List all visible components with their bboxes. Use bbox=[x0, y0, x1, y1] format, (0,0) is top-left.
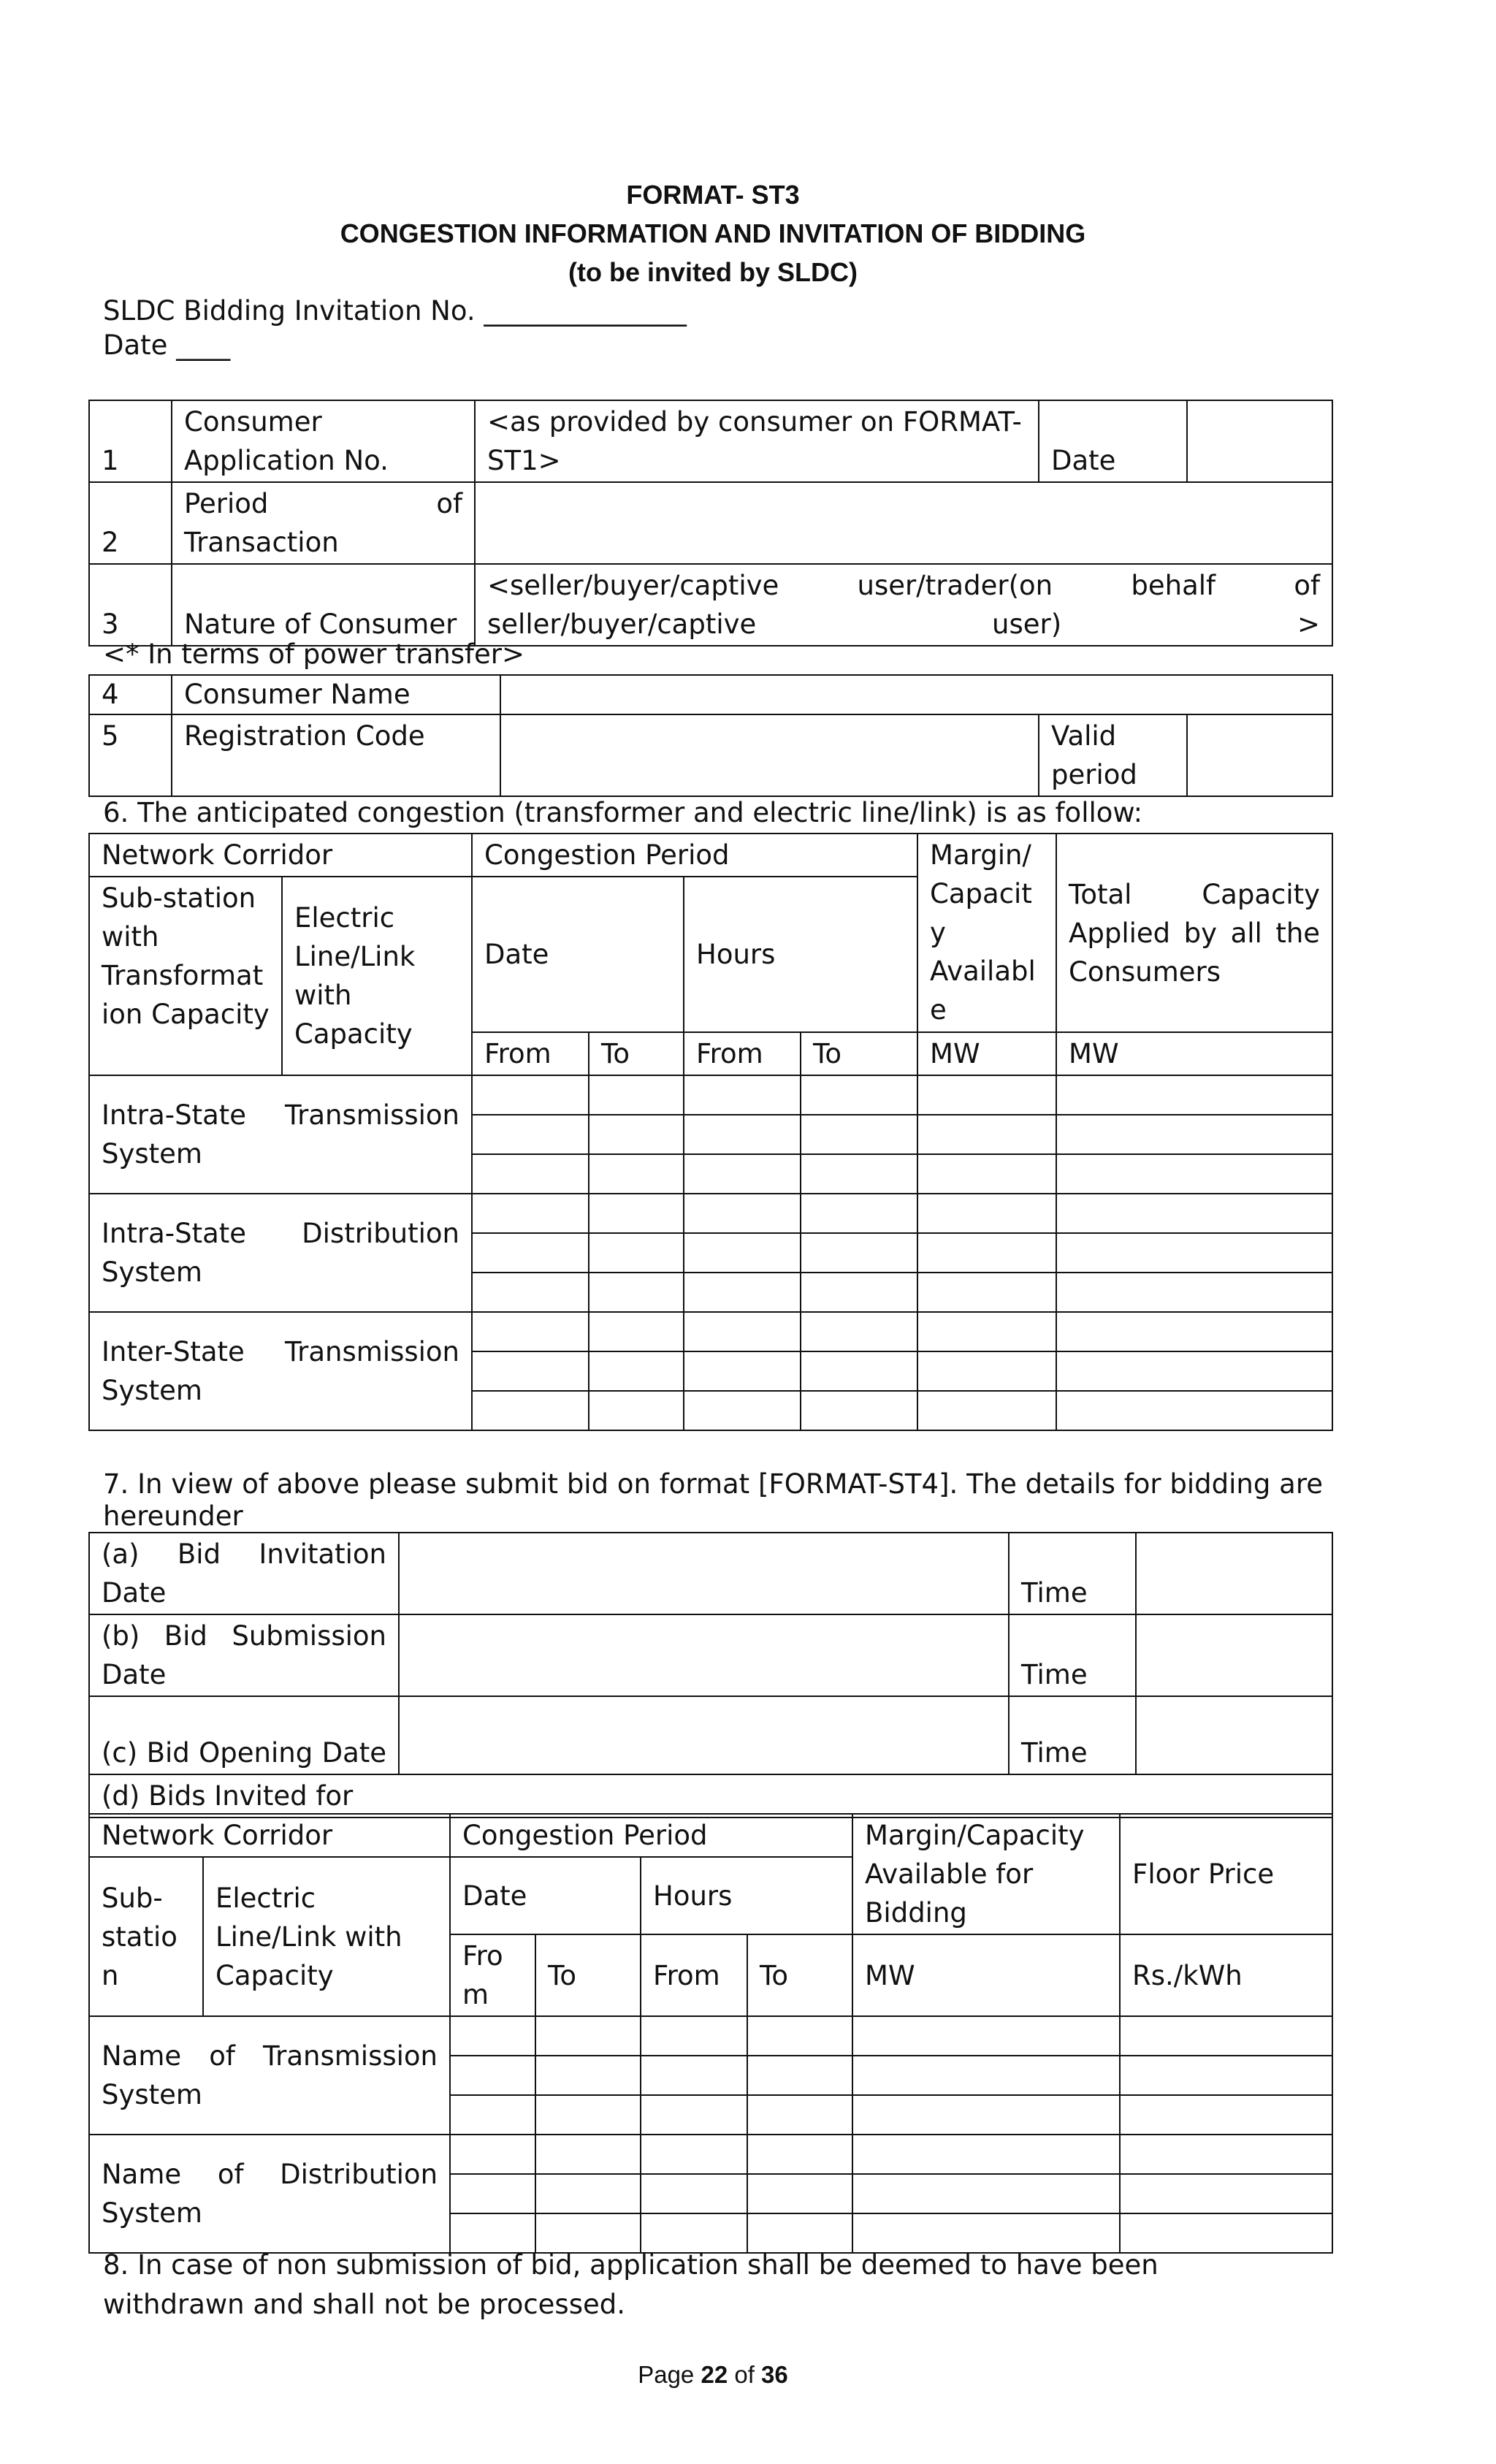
bid-invitation-date-label: (a) Bid Invitation Date bbox=[89, 1533, 399, 1614]
from-header: From bbox=[450, 1934, 535, 2016]
table-row bbox=[89, 1533, 1332, 1614]
page-total: 36 bbox=[761, 2361, 788, 2388]
section-7-intro: 7. In view of above please submit bid on format [FORMAT-ST4]. The details for bidding are hereunder bbox=[103, 1468, 1323, 1532]
table-row bbox=[89, 2016, 1332, 2056]
from-header: From bbox=[472, 1032, 589, 1075]
table-row bbox=[89, 1696, 1332, 1774]
bid-opening-date-value bbox=[399, 1696, 1009, 1774]
row-number: 4 bbox=[89, 675, 172, 714]
hours-header: Hours bbox=[641, 1857, 852, 1934]
table-row bbox=[89, 2135, 1332, 2174]
congestion-period-header: Congestion Period bbox=[450, 1814, 852, 1857]
mw-header: MW bbox=[1056, 1032, 1332, 1075]
section-8-line1: 8. In case of non submission of bid, application shall be deemed to have been bbox=[103, 2249, 1159, 2281]
system-label: Name of Transmission System bbox=[89, 2016, 450, 2135]
floor-price-header: Floor Price bbox=[1120, 1814, 1332, 1934]
consumer-name-value bbox=[500, 675, 1332, 714]
page-number: 22 bbox=[701, 2361, 728, 2388]
date-header: Date bbox=[450, 1857, 641, 1934]
system-label: Intra-State Distribution System bbox=[89, 1194, 472, 1312]
bid-submission-date-value bbox=[399, 1614, 1009, 1696]
table-row bbox=[89, 1194, 1332, 1233]
consumer-name-label: Consumer Name bbox=[172, 675, 500, 714]
margin-header: Margin/ Capacity Available bbox=[917, 834, 1056, 1032]
to-header: To bbox=[747, 1934, 852, 2016]
network-corridor-header: Network Corridor bbox=[89, 834, 472, 877]
mw-header: MW bbox=[917, 1032, 1056, 1075]
document-subtitle: (to be invited by SLDC) bbox=[568, 257, 858, 287]
mw-header: MW bbox=[852, 1934, 1120, 2016]
page-label: Page bbox=[638, 2361, 701, 2388]
document-title: CONGESTION INFORMATION AND INVITATION OF BIDDING bbox=[340, 218, 1086, 248]
substation-header: Sub-station with Transformation Capacity bbox=[89, 877, 282, 1075]
from-header: From bbox=[684, 1032, 801, 1075]
date-header: Date bbox=[472, 877, 684, 1032]
consumer-registration-table bbox=[88, 674, 1333, 797]
row-number: 2 bbox=[89, 482, 172, 564]
time-value bbox=[1136, 1614, 1332, 1696]
application-no-value: <as provided by consumer on FORMAT-ST1> bbox=[475, 400, 1039, 482]
hours-header: Hours bbox=[684, 877, 917, 1032]
section-6-intro: 6. The anticipated congestion (transformer and electric line/link) is as follow: bbox=[103, 797, 1143, 828]
bids-invited-label: (d) Bids Invited for bbox=[89, 1774, 1332, 1818]
table-row bbox=[89, 400, 1332, 482]
valid-period-label: Valid period bbox=[1039, 714, 1187, 796]
row-number: 5 bbox=[89, 714, 172, 796]
format-code: FORMAT- ST3 bbox=[626, 180, 800, 210]
period-label: Period of Transaction bbox=[172, 482, 475, 564]
table-row bbox=[89, 834, 1332, 877]
page-of-label: of bbox=[728, 2361, 762, 2388]
electric-line-header: Electric Line/Link with Capacity bbox=[282, 877, 472, 1075]
system-label: Inter-State Transmission System bbox=[89, 1312, 472, 1430]
total-capacity-header: Total Capacity Applied by all the Consumers bbox=[1056, 834, 1332, 1032]
registration-code-label: Registration Code bbox=[172, 714, 500, 796]
network-corridor-header: Network Corridor bbox=[89, 1814, 450, 1857]
table-row bbox=[89, 675, 1332, 714]
bids-invited-table bbox=[88, 1813, 1333, 2254]
row-number: 1 bbox=[89, 400, 172, 482]
time-value bbox=[1136, 1533, 1332, 1614]
bid-invitation-date-value bbox=[399, 1533, 1009, 1614]
date-value bbox=[1187, 400, 1332, 482]
electric-line-header: Electric Line/Link with Capacity bbox=[203, 1857, 450, 2016]
substation-header: Sub-station bbox=[89, 1857, 203, 2016]
period-value bbox=[475, 482, 1332, 564]
consumer-details-table bbox=[88, 400, 1333, 646]
table-row bbox=[89, 1614, 1332, 1696]
system-label: Intra-State Transmission System bbox=[89, 1075, 472, 1194]
margin-bidding-header: Margin/Capacity Available for Bidding bbox=[852, 1814, 1120, 1934]
time-value bbox=[1136, 1696, 1332, 1774]
system-label: Name of Distribution System bbox=[89, 2135, 450, 2253]
to-header: To bbox=[589, 1032, 684, 1075]
congestion-period-header: Congestion Period bbox=[472, 834, 917, 877]
application-no-label: Consumer Application No. bbox=[172, 400, 475, 482]
time-label: Time bbox=[1009, 1696, 1136, 1774]
invitation-date: Date ____ bbox=[103, 329, 231, 361]
invitation-number: SLDC Bidding Invitation No. _______________ bbox=[103, 295, 687, 327]
table-row bbox=[89, 564, 1332, 646]
bid-opening-date-label: (c) Bid Opening Date bbox=[89, 1696, 399, 1774]
time-label: Time bbox=[1009, 1533, 1136, 1614]
table-row bbox=[89, 1075, 1332, 1115]
congestion-table bbox=[88, 833, 1333, 1431]
table-row bbox=[89, 482, 1332, 564]
table-row bbox=[89, 1814, 1332, 1857]
to-header: To bbox=[535, 1934, 641, 2016]
date-label: Date bbox=[1039, 400, 1187, 482]
bid-submission-date-label: (b) Bid Submission Date bbox=[89, 1614, 399, 1696]
row-number: 3 bbox=[89, 564, 172, 646]
nature-label: Nature of Consumer bbox=[172, 564, 475, 646]
table-row bbox=[89, 1312, 1332, 1351]
table-row bbox=[89, 714, 1332, 796]
to-header: To bbox=[801, 1032, 917, 1075]
nature-value: <seller/buyer/captive user/trader(on behalf of seller/buyer/captive user) > bbox=[475, 564, 1332, 646]
price-unit-header: Rs./kWh bbox=[1120, 1934, 1332, 2016]
valid-period-value bbox=[1187, 714, 1332, 796]
page-footer bbox=[0, 2361, 1426, 2389]
from-header: From bbox=[641, 1934, 747, 2016]
table-row bbox=[89, 1774, 1332, 1818]
section-8-line2: withdrawn and shall not be processed. bbox=[103, 2289, 625, 2320]
registration-code-value bbox=[500, 714, 1039, 796]
bidding-details-table bbox=[88, 1532, 1333, 1818]
power-transfer-note: <* In terms of power transfer> bbox=[103, 638, 524, 670]
time-label: Time bbox=[1009, 1614, 1136, 1696]
